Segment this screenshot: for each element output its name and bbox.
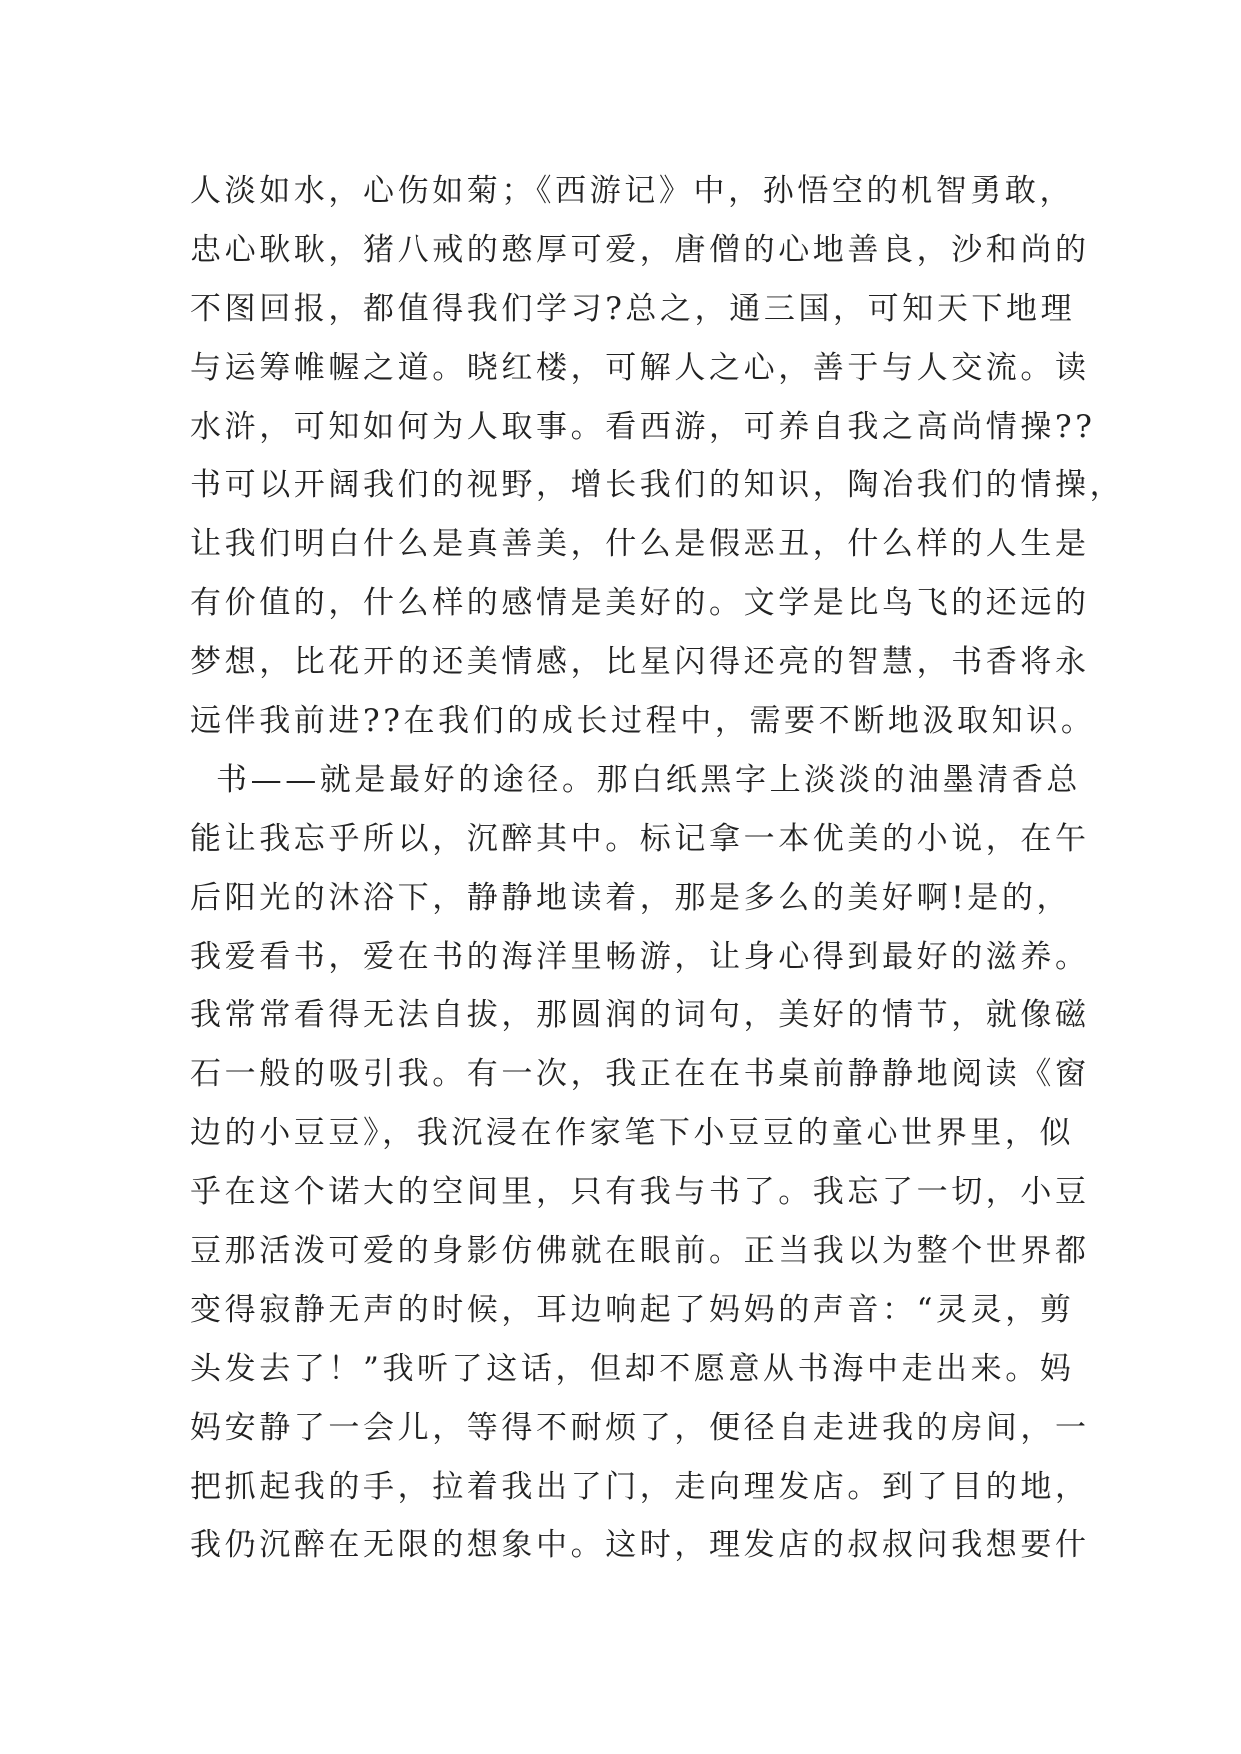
text-line: 与运筹帷幄之道。晓红楼，可解人之心，善于与人交流。读	[190, 349, 1090, 386]
text-line-indented: 书——就是最好的途径。那白纸黑字上淡淡的油墨清香总	[216, 761, 1081, 798]
text-line: 远伴我前进??在我们的成长过程中，需要不断地汲取知识。	[190, 703, 1096, 740]
text-line: 忠心耿耿，猪八戒的憨厚可爱，唐僧的心地善良，沙和尚的	[190, 231, 1090, 268]
text-line: 不图回报，都值得我们学习?总之，通三国，可知天下地理	[190, 290, 1076, 327]
text-line: 水浒，可知如何为人取事。看西游，可养自我之高尚情操??	[190, 408, 1096, 445]
text-line: 我常常看得无法自拔，那圆润的词句，美好的情节，就像磁	[190, 997, 1090, 1034]
text-line: 人淡如水，心伤如菊；《西游记》中，孙悟空的机智勇敢，	[190, 173, 1075, 209]
text-line: 妈安静了一会儿，等得不耐烦了，便径自走进我的房间，一	[190, 1409, 1090, 1446]
text-line: 头发去了！”我听了这话，但却不愿意从书海中走出来。妈	[190, 1350, 1075, 1387]
text-line: 石一般的吸引我。有一次，我正在在书桌前静静地阅读《窗	[190, 1056, 1090, 1093]
text-line: 书可以开阔我们的视野，增长我们的知识，陶冶我们的情操，	[190, 467, 1125, 504]
text-line: 乎在这个诺大的空间里，只有我与书了。我忘了一切，小豆	[190, 1174, 1090, 1211]
text-line: 边的小豆豆》，我沉浸在作家笔下小豆豆的童心世界里，似	[190, 1115, 1075, 1152]
text-line: 变得寂静无声的时候，耳边响起了妈妈的声音：“灵灵，剪	[190, 1291, 1075, 1328]
text-line: 梦想，比花开的还美情感，比星闪得还亮的智慧，书香将永	[190, 644, 1090, 681]
text-line: 把抓起我的手，拉着我出了门，走向理发店。到了目的地，	[190, 1468, 1090, 1505]
text-line: 能让我忘乎所以，沉醉其中。标记拿一本优美的小说，在午	[190, 820, 1090, 857]
text-line: 我仍沉醉在无限的想象中。这时，理发店的叔叔问我想要什	[190, 1527, 1090, 1564]
text-line: 有价值的，什么样的感情是美好的。文学是比鸟飞的还远的	[190, 585, 1090, 622]
text-line: 豆那活泼可爱的身影仿佛就在眼前。正当我以为整个世界都	[190, 1233, 1090, 1270]
body-text	[190, 162, 1125, 1575]
text-line: 我爱看书，爱在书的海洋里畅游，让身心得到最好的滋养。	[190, 938, 1090, 975]
text-line: 让我们明白什么是真善美，什么是假恶丑，什么样的人生是	[190, 526, 1090, 563]
text-line: 后阳光的沐浴下，静静地读着，那是多么的美好啊!是的，	[190, 879, 1072, 916]
